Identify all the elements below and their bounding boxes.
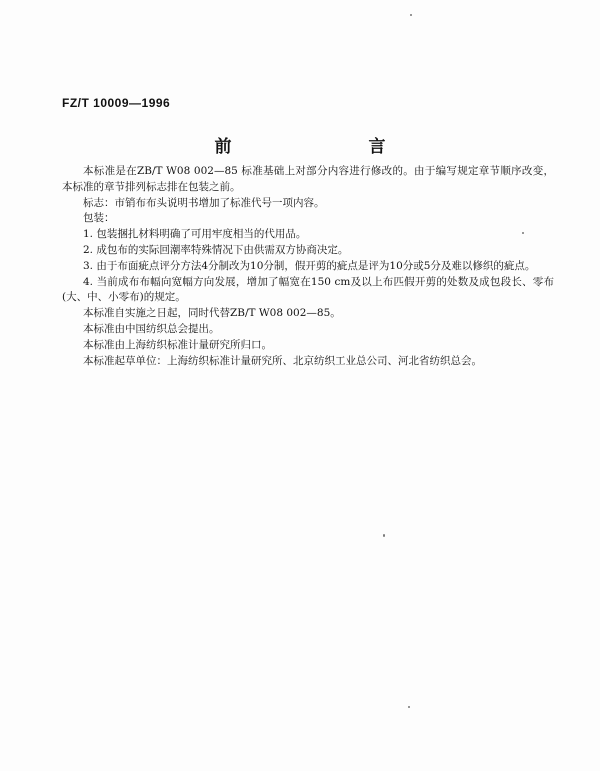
paragraph: 3. 由于布面疵点评分方法4分制改为10分制，假开剪的疵点是评为10分或5分及难以修织的疵点。 bbox=[83, 259, 536, 272]
standard-code: FZ/T 10009—1996 bbox=[62, 96, 171, 110]
scan-speck bbox=[408, 706, 410, 708]
paragraph: 1. 包装捆扎材料明确了可用牢度相当的代用品。 bbox=[83, 228, 307, 241]
paragraph: 本标准自实施之日起，同时代替ZB/T W08 002—85。 bbox=[83, 307, 341, 320]
scan-speck bbox=[410, 14, 412, 16]
scan-speck bbox=[383, 534, 385, 537]
paragraph: 2. 成包布的实际回潮率特殊情况下由供需双方协商决定。 bbox=[83, 243, 349, 256]
paragraph: 包装： bbox=[83, 212, 115, 225]
paragraph: 4. 当前成布布幅向宽幅方向发展，增加了幅宽在150 cm及以上布匹假开剪的处数及成包段长、零布(大、中、小零布)的规定。 bbox=[62, 275, 554, 304]
paragraph: 标志：市销布布头说明书增加了标准代号一项内容。 bbox=[83, 196, 325, 209]
scan-speck bbox=[522, 232, 524, 234]
paragraph: 本标准由中国纺织总会提出。 bbox=[83, 322, 220, 335]
paragraph: 本标准起草单位：上海纺织标准计量研究所、北京纺织工业总公司、河北省纺织总会。 bbox=[83, 354, 482, 367]
paragraph: 本标准由上海纺织标准计量研究所归口。 bbox=[83, 338, 272, 351]
paragraph: 本标准是在ZB/T W08 002—85 标准基础上对部分内容进行修改的。由于编写规定章节顺序改变，本标准的章节排列标志排在包装之前。 bbox=[62, 165, 554, 193]
section-title: 前 言 bbox=[214, 137, 446, 157]
foreword-body bbox=[62, 164, 554, 369]
